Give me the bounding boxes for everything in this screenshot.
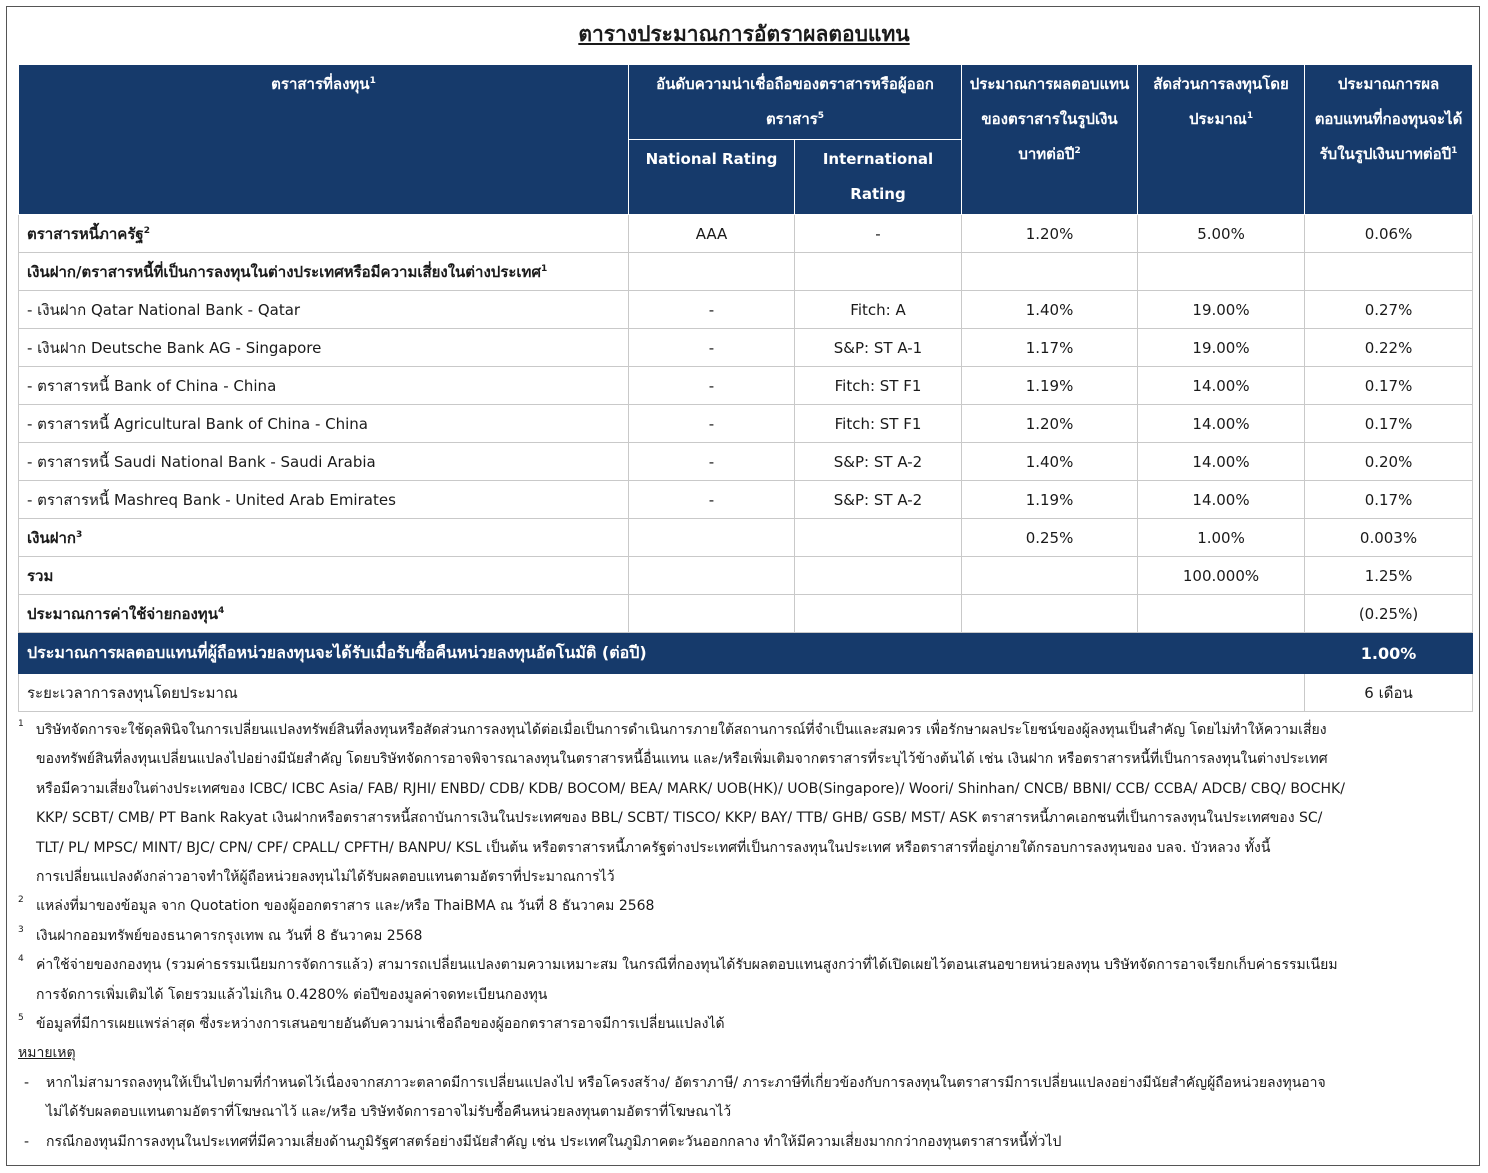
footnote (18, 892, 1464, 921)
footnote-number: 1 (18, 719, 24, 729)
table-row (19, 443, 1473, 481)
duration-label: ระยะเวลาการลงทุนโดยประมาณ (19, 674, 1305, 712)
ratio-cell: 14.00% (1138, 481, 1305, 519)
fund-yield-cell: (0.25%) (1305, 595, 1473, 633)
table-row (19, 291, 1473, 329)
international-rating-cell: S&P: ST A-2 (795, 481, 962, 519)
national-rating-cell (629, 519, 795, 557)
footnote-ref: 1 (540, 263, 548, 274)
ratio-cell: 14.00% (1138, 405, 1305, 443)
issuer-cell: ประมาณการค่าใช้จ่ายกองทุน$^4$ (19, 595, 629, 633)
international-rating-cell: Fitch: ST F1 (795, 367, 962, 405)
ratio-cell: 14.00% (1138, 443, 1305, 481)
footnote-ref: 3 (76, 529, 83, 540)
issuer-cell: เงินฝาก/ตราสารหนี้ที่เป็นการลงทุนในต่างประเทศหรือมีความเสี่ยงในต่างประเทศ$^1$ (19, 253, 629, 291)
yield-cell: 1.19% (962, 367, 1138, 405)
ratio-cell: 19.00% (1138, 329, 1305, 367)
international-rating-cell: Fitch: ST F1 (795, 405, 962, 443)
footnote-line: การจัดการเพิ่มเติมได้ โดยรวมแล้วไม่เกิน 0.4280% ต่อปีของมูลค่าจดทะเบียนกองทุน (36, 986, 548, 1003)
header-ratio: สัดส่วนการลงทุนโดยประมาณ$^1$ (1138, 65, 1305, 215)
footnote (18, 716, 1464, 892)
footnote-line: หรือมีความเสี่ยงในต่างประเทศของ ICBC/ ICBC Asia/ FAB/ RJHI/ ENBD/ CDB/ KDB/ BOCOM/ BEA/ MARK/ UOB(HK)/ UOB(Singapore)/ Woori/ Shinhan/ CNCB/ BBNI/ CCB/ CCBA/ ADCB/ CBQ/ BOCHK/ (36, 780, 1345, 797)
remark-line: ไม่ได้รับผลตอบแทนตามอัตราที่โฆษณาไว้ และ/หรือ บริษัทจัดการอาจไม่รับซื้อคืนหน่วยลงทุนตามอัตราที่โฆษณาไว้ (46, 1104, 732, 1121)
footnote-ref: 4 (217, 605, 225, 616)
national-rating-cell: - (629, 291, 795, 329)
footnote-number: 4 (18, 954, 24, 965)
fund-yield-cell: 0.22% (1305, 329, 1473, 367)
footnote-line: KKP/ SCBT/ CMB/ PT Bank Rakyat เงินฝากหรือตราสารหนี้สถาบันการเงินในประเทศของ BBL/ SCBT/ TISCO/ KKP/ BAY/ TTB/ GHB/ GSB/ MST/ ASK ตราสารหนี้ภาคเอกชนที่เป็นการลงทุนในประเทศของ SC/ (36, 810, 1323, 827)
ratio-cell: 14.00% (1138, 367, 1305, 405)
yield-cell: 1.17% (962, 329, 1138, 367)
issuer-cell: - เงินฝาก Qatar National Bank - Qatar (19, 291, 629, 329)
ratio-cell: 100.000% (1138, 557, 1305, 595)
table-row (19, 557, 1473, 595)
remarks-title: หมายเหตุ (18, 1045, 76, 1062)
footnote-number: 3 (18, 924, 24, 935)
footnote-line: เงินฝากออมทรัพย์ของธนาคารกรุงเทพ ณ วันที่ 8 ธันวาคม 2568 (36, 927, 423, 944)
national-rating-cell (629, 253, 795, 291)
fund-yield-cell: 0.20% (1305, 443, 1473, 481)
duration-row (19, 674, 1473, 712)
footnotes-section (18, 716, 1464, 1157)
international-rating-cell: S&P: ST A-1 (795, 329, 962, 367)
international-rating-cell (795, 595, 962, 633)
international-rating-cell: Fitch: A (795, 291, 962, 329)
bullet-dash: - (24, 1133, 30, 1150)
footnote-ref: 2 (143, 225, 150, 236)
issuer-cell: - ตราสารหนี้ Saudi National Bank - Saudi Arabia (19, 443, 629, 481)
remark-item (18, 1128, 1464, 1157)
national-rating-cell: - (629, 481, 795, 519)
issuer-cell: - ตราสารหนี้ Bank of China - China (19, 367, 629, 405)
total-row (19, 633, 1473, 674)
yield-cell (962, 595, 1138, 633)
issuer-cell: เงินฝาก$^3$ (19, 519, 629, 557)
table-row (19, 595, 1473, 633)
national-rating-cell: - (629, 405, 795, 443)
issuer-cell: รวม (19, 557, 629, 595)
bullet-dash: - (24, 1074, 30, 1091)
issuer-cell: - ตราสารหนี้ Agricultural Bank of China - China (19, 405, 629, 443)
footnote-line: TLT/ PL/ MPSC/ MINT/ BJC/ CPN/ CPF/ CPALL/ CPFTH/ BANPU/ KSL เป็นต้น หรือตราสารหนี้ภาครัฐต่างประเทศที่เป็นการลงทุนในประเทศ หรือตราสารที่อยู่ภายใต้กรอบการลงทุนของ บลจ. บัวหลวง ทั้งนี้ (36, 839, 1271, 856)
footnote-line: บริษัทจัดการจะใช้ดุลพินิจในการเปลี่ยนแปลงทรัพย์สินที่ลงทุนหรือสัดส่วนการลงทุนได้ต่อเมื่อเป็นการดำเนินการภายใต้สถานการณ์ที่จำเป็นและสมควร เพื่อรักษาผลประโยชน์ของผู้ลงทุนเป็นสำคัญ โดยไม่ทำให้ความเสี่ยง (36, 722, 1327, 738)
footnote-number: 2 (18, 895, 24, 906)
footnote-line: แหล่งที่มาของข้อมูล จาก Quotation ของผู้ออกตราสาร และ/หรือ ThaiBMA ณ วันที่ 8 ธันวาคม 2568 (36, 898, 655, 915)
fund-yield-cell: 0.17% (1305, 405, 1473, 443)
yield-cell: 1.19% (962, 481, 1138, 519)
international-rating-cell: - (795, 215, 962, 253)
total-value: 1.00% (1305, 633, 1473, 674)
yield-cell: 0.25% (962, 519, 1138, 557)
header-rating: อันดับความน่าเชื่อถือของตราสารหรือผู้ออกตราสาร$^5$ (629, 65, 962, 140)
national-rating-cell: - (629, 329, 795, 367)
header-fund-yield: ประมาณการผลตอบแทนที่กองทุนจะได้รับในรูปเงินบาทต่อปี$^1$ (1305, 65, 1473, 215)
international-rating-cell: S&P: ST A-2 (795, 443, 962, 481)
remark-line: กรณีกองทุนมีการลงทุนในประเทศที่มีความเสี่ยงด้านภูมิรัฐศาสตร์อย่างมีนัยสำคัญ เช่น ประเทศในภูมิภาคตะวันออกกลาง ทำให้มีความเสี่ยงมากกว่ากองทุนตราสารหนี้ทั่วไป (46, 1133, 1062, 1150)
ratio-cell: 19.00% (1138, 291, 1305, 329)
returns-table (18, 64, 1473, 712)
yield-cell (962, 557, 1138, 595)
yield-cell (962, 253, 1138, 291)
fund-yield-cell (1305, 253, 1473, 291)
fund-yield-cell: 0.17% (1305, 367, 1473, 405)
national-rating-cell (629, 595, 795, 633)
national-rating-cell: - (629, 367, 795, 405)
table-row (19, 215, 1473, 253)
table-row (19, 519, 1473, 557)
footnote (18, 922, 1464, 951)
footnote-line: การเปลี่ยนแปลงดังกล่าวอาจทำให้ผู้ถือหน่วยลงทุนไม่ได้รับผลตอบแทนตามอัตราที่ประมาณการไว้ (36, 869, 615, 886)
duration-value: 6 เดือน (1305, 674, 1473, 712)
table-row (19, 253, 1473, 291)
fund-yield-cell: 0.003% (1305, 519, 1473, 557)
international-rating-cell (795, 519, 962, 557)
total-label: ประมาณการผลตอบแทนที่ผู้ถือหน่วยลงทุนจะได้รับเมื่อรับซื้อคืนหน่วยลงทุนอัตโนมัติ (ต่อปี) (19, 633, 1305, 674)
table-row (19, 329, 1473, 367)
footnote (18, 951, 1464, 1010)
national-rating-cell: - (629, 443, 795, 481)
ratio-cell: 1.00% (1138, 519, 1305, 557)
table-row (19, 481, 1473, 519)
ratio-cell (1138, 595, 1305, 633)
page-title: ตารางประมาณการอัตราผลตอบแทน (578, 22, 910, 46)
ratio-cell (1138, 253, 1305, 291)
issuer-cell: - ตราสารหนี้ Mashreq Bank - United Arab Emirates (19, 481, 629, 519)
footnote-line: ค่าใช้จ่ายของกองทุน (รวมค่าธรรมเนียมการจัดการแล้ว) สามารถเปลี่ยนแปลงตามความเหมาะสม ในกรณีที่กองทุนได้รับผลตอบแทนสูงกว่าที่ได้เปิดเผยไว้ตอนเสนอขายหน่วยลงทุน บริษัทจัดการอาจเรียกเก็บค่าธรรมเนียม (36, 957, 1338, 974)
yield-cell: 1.40% (962, 443, 1138, 481)
remark-line: หากไม่สามารถลงทุนให้เป็นไปตามที่กำหนดไว้เนื่องจากสภาวะตลาดมีการเปลี่ยนแปลงไป หรือโครงสร้าง/ อัตราภาษี/ ภาระภาษีที่เกี่ยวข้องกับการลงทุนในตราสารมีการเปลี่ยนแปลงอย่างมีนัยสำคัญผู้ถือหน่วยลงทุนอาจ (46, 1074, 1326, 1091)
footnote-line: ของทรัพย์สินที่ลงทุนเปลี่ยนแปลงไปอย่างมีนัยสำคัญ โดยบริษัทจัดการอาจพิจารณาลงทุนในตราสารหนี้อื่นแทน และ/หรือเพิ่มเติมจากตราสารที่ระบุไว้ข้างต้นได้ เช่น เงินฝาก หรือตราสารหนี้ที่เป็นการลงทุนในต่างประเทศ (36, 751, 1328, 768)
issuer-cell: ตราสารหนี้ภาครัฐ$^2$ (19, 215, 629, 253)
remark-item (18, 1069, 1464, 1128)
international-rating-cell (795, 253, 962, 291)
header-yield: ประมาณการผลตอบแทนของตราสารในรูปเงินบาทต่อปี$^2$ (962, 65, 1138, 215)
yield-cell: 1.20% (962, 215, 1138, 253)
international-rating-cell (795, 557, 962, 595)
table-row (19, 405, 1473, 443)
footnote-number: 5 (18, 1013, 24, 1024)
header-international-rating: International Rating (795, 140, 962, 215)
header-issuer: ตราสารที่ลงทุน$^1$ (19, 65, 629, 215)
issuer-cell: - เงินฝาก Deutsche Bank AG - Singapore (19, 329, 629, 367)
header-national-rating: National Rating (629, 140, 795, 215)
fund-yield-cell: 0.06% (1305, 215, 1473, 253)
fund-yield-cell: 0.17% (1305, 481, 1473, 519)
table-row (19, 367, 1473, 405)
footnote-line: ข้อมูลที่มีการเผยแพร่ล่าสุด ซึ่งระหว่างการเสนอขายอันดับความน่าเชื่อถือของผู้ออกตราสารอาจมีการเปลี่ยนแปลงได้ (36, 1016, 725, 1033)
fund-yield-cell: 1.25% (1305, 557, 1473, 595)
fund-yield-cell: 0.27% (1305, 291, 1473, 329)
footnote (18, 1010, 1464, 1039)
yield-cell: 1.20% (962, 405, 1138, 443)
national-rating-cell (629, 557, 795, 595)
yield-cell: 1.40% (962, 291, 1138, 329)
ratio-cell: 5.00% (1138, 215, 1305, 253)
national-rating-cell: AAA (629, 215, 795, 253)
